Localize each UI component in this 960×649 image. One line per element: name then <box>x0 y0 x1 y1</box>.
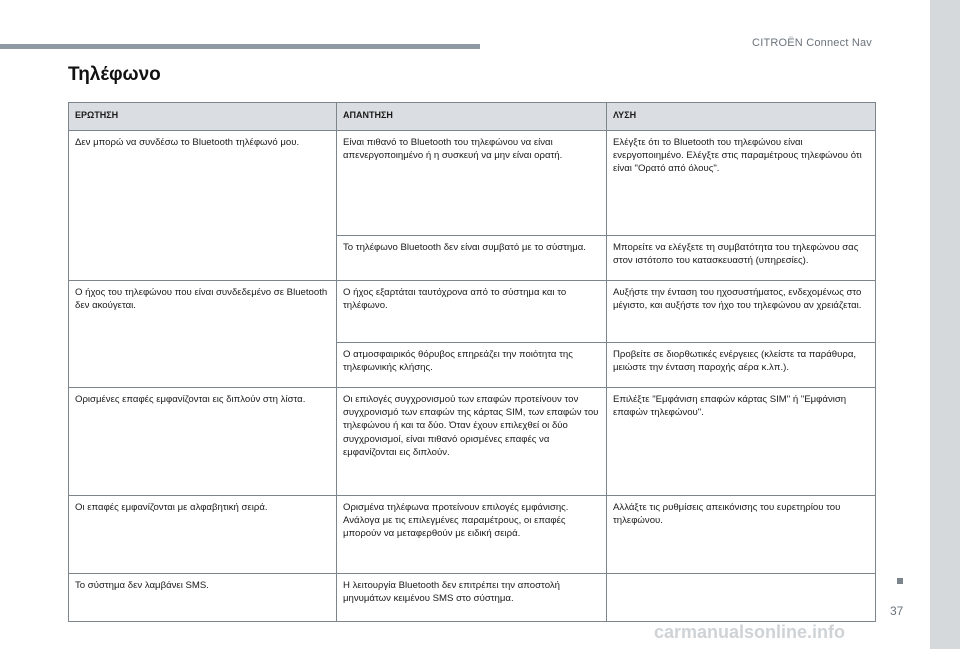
solution-cell: Ελέγξτε ότι το Bluetooth του τηλεφώνου είναι ενεργοποιημένο. Ελέγξτε στις παραμέτρους τηλεφώνου ότι είναι "Ορατό από όλους". <box>607 131 876 236</box>
brand-label: CITROËN Connect Nav <box>752 37 872 49</box>
solution-cell: Αυξήστε την ένταση του ηχοσυστήματος, ενδεχομένως στο μέγιστο, και αυξήστε τον ήχο του τηλεφώνου αν χρειάζεται. <box>607 281 876 343</box>
page-title: Τηλέφωνο <box>68 64 161 85</box>
solution-cell <box>607 574 876 622</box>
answer-cell: Ορισμένα τηλέφωνα προτείνουν επιλογές εμφάνισης. Ανάλογα με τις επιλεγμένες παραμέτρους, οι επαφές μπορούν να μεταφερθούν με ειδική σειρά. <box>337 496 607 574</box>
answer-cell: Η λειτουργία Bluetooth δεν επιτρέπει την αποστολή μηνυμάτων κειμένου SMS στο σύστημα. <box>337 574 607 622</box>
answer-cell: Το τηλέφωνο Bluetooth δεν είναι συμβατό με το σύστημα. <box>337 236 607 281</box>
page-number: 37 <box>890 604 904 618</box>
header-rule <box>0 44 480 49</box>
table-header-row <box>69 103 876 131</box>
solution-cell: Μπορείτε να ελέγξετε τη συμβατότητα του τηλεφώνου σας στον ιστότοπο του κατασκευαστή (υπηρεσίες). <box>607 236 876 281</box>
watermark: carmanualsonline.info <box>654 622 846 642</box>
faq-table <box>68 102 876 622</box>
solution-cell: Προβείτε σε διορθωτικές ενέργειες (κλείστε τα παράθυρα, μειώστε την ένταση παροχής αέρα κ.λπ.). <box>607 343 876 388</box>
side-strip <box>930 0 960 649</box>
question-cell: Ορισμένες επαφές εμφανίζονται εις διπλούν στη λίστα. <box>69 388 337 496</box>
answer-cell: Οι επιλογές συγχρονισμού των επαφών προτείνουν τον συγχρονισμό των επαφών της κάρτας SIM, των επαφών του τηλεφώνου ή και τα δύο. Όταν έχουν επιλεχθεί οι δύο συγχρονισμοί, είναι πιθανό ορισμένες επαφές να εμφανίζονται εις διπλούν. <box>337 388 607 496</box>
question-cell: Δεν μπορώ να συνδέσω το Bluetooth τηλέφωνό μου. <box>69 131 337 281</box>
header-solution: ΛΥΣΗ <box>607 103 876 131</box>
table-row <box>69 496 876 574</box>
table-row <box>69 574 876 622</box>
header-answer: ΑΠΑΝΤΗΣΗ <box>337 103 607 131</box>
answer-cell: Ο ατμοσφαιρικός θόρυβος επηρεάζει την ποιότητα της τηλεφωνικής κλήσης. <box>337 343 607 388</box>
table-row <box>69 131 876 236</box>
solution-cell: Επιλέξτε "Εμφάνιση επαφών κάρτας SIM" ή "Εμφάνιση επαφών τηλεφώνου". <box>607 388 876 496</box>
question-cell: Οι επαφές εμφανίζονται με αλφαβητική σειρά. <box>69 496 337 574</box>
answer-cell: Ο ήχος εξαρτάται ταυτόχρονα από το σύστημα και το τηλέφωνο. <box>337 281 607 343</box>
question-cell: Το σύστημα δεν λαμβάνει SMS. <box>69 574 337 622</box>
table-row <box>69 388 876 496</box>
solution-cell: Αλλάξτε τις ρυθμίσεις απεικόνισης του ευρετηρίου του τηλεφώνου. <box>607 496 876 574</box>
section-marker <box>897 578 903 584</box>
question-cell: Ο ήχος του τηλεφώνου που είναι συνδεδεμένο σε Bluetooth δεν ακούγεται. <box>69 281 337 388</box>
table-row <box>69 281 876 343</box>
header-question: ΕΡΩΤΗΣΗ <box>69 103 337 131</box>
answer-cell: Είναι πιθανό το Bluetooth του τηλεφώνου να είναι απενεργοποιημένο ή η συσκευή να μην είναι ορατή. <box>337 131 607 236</box>
